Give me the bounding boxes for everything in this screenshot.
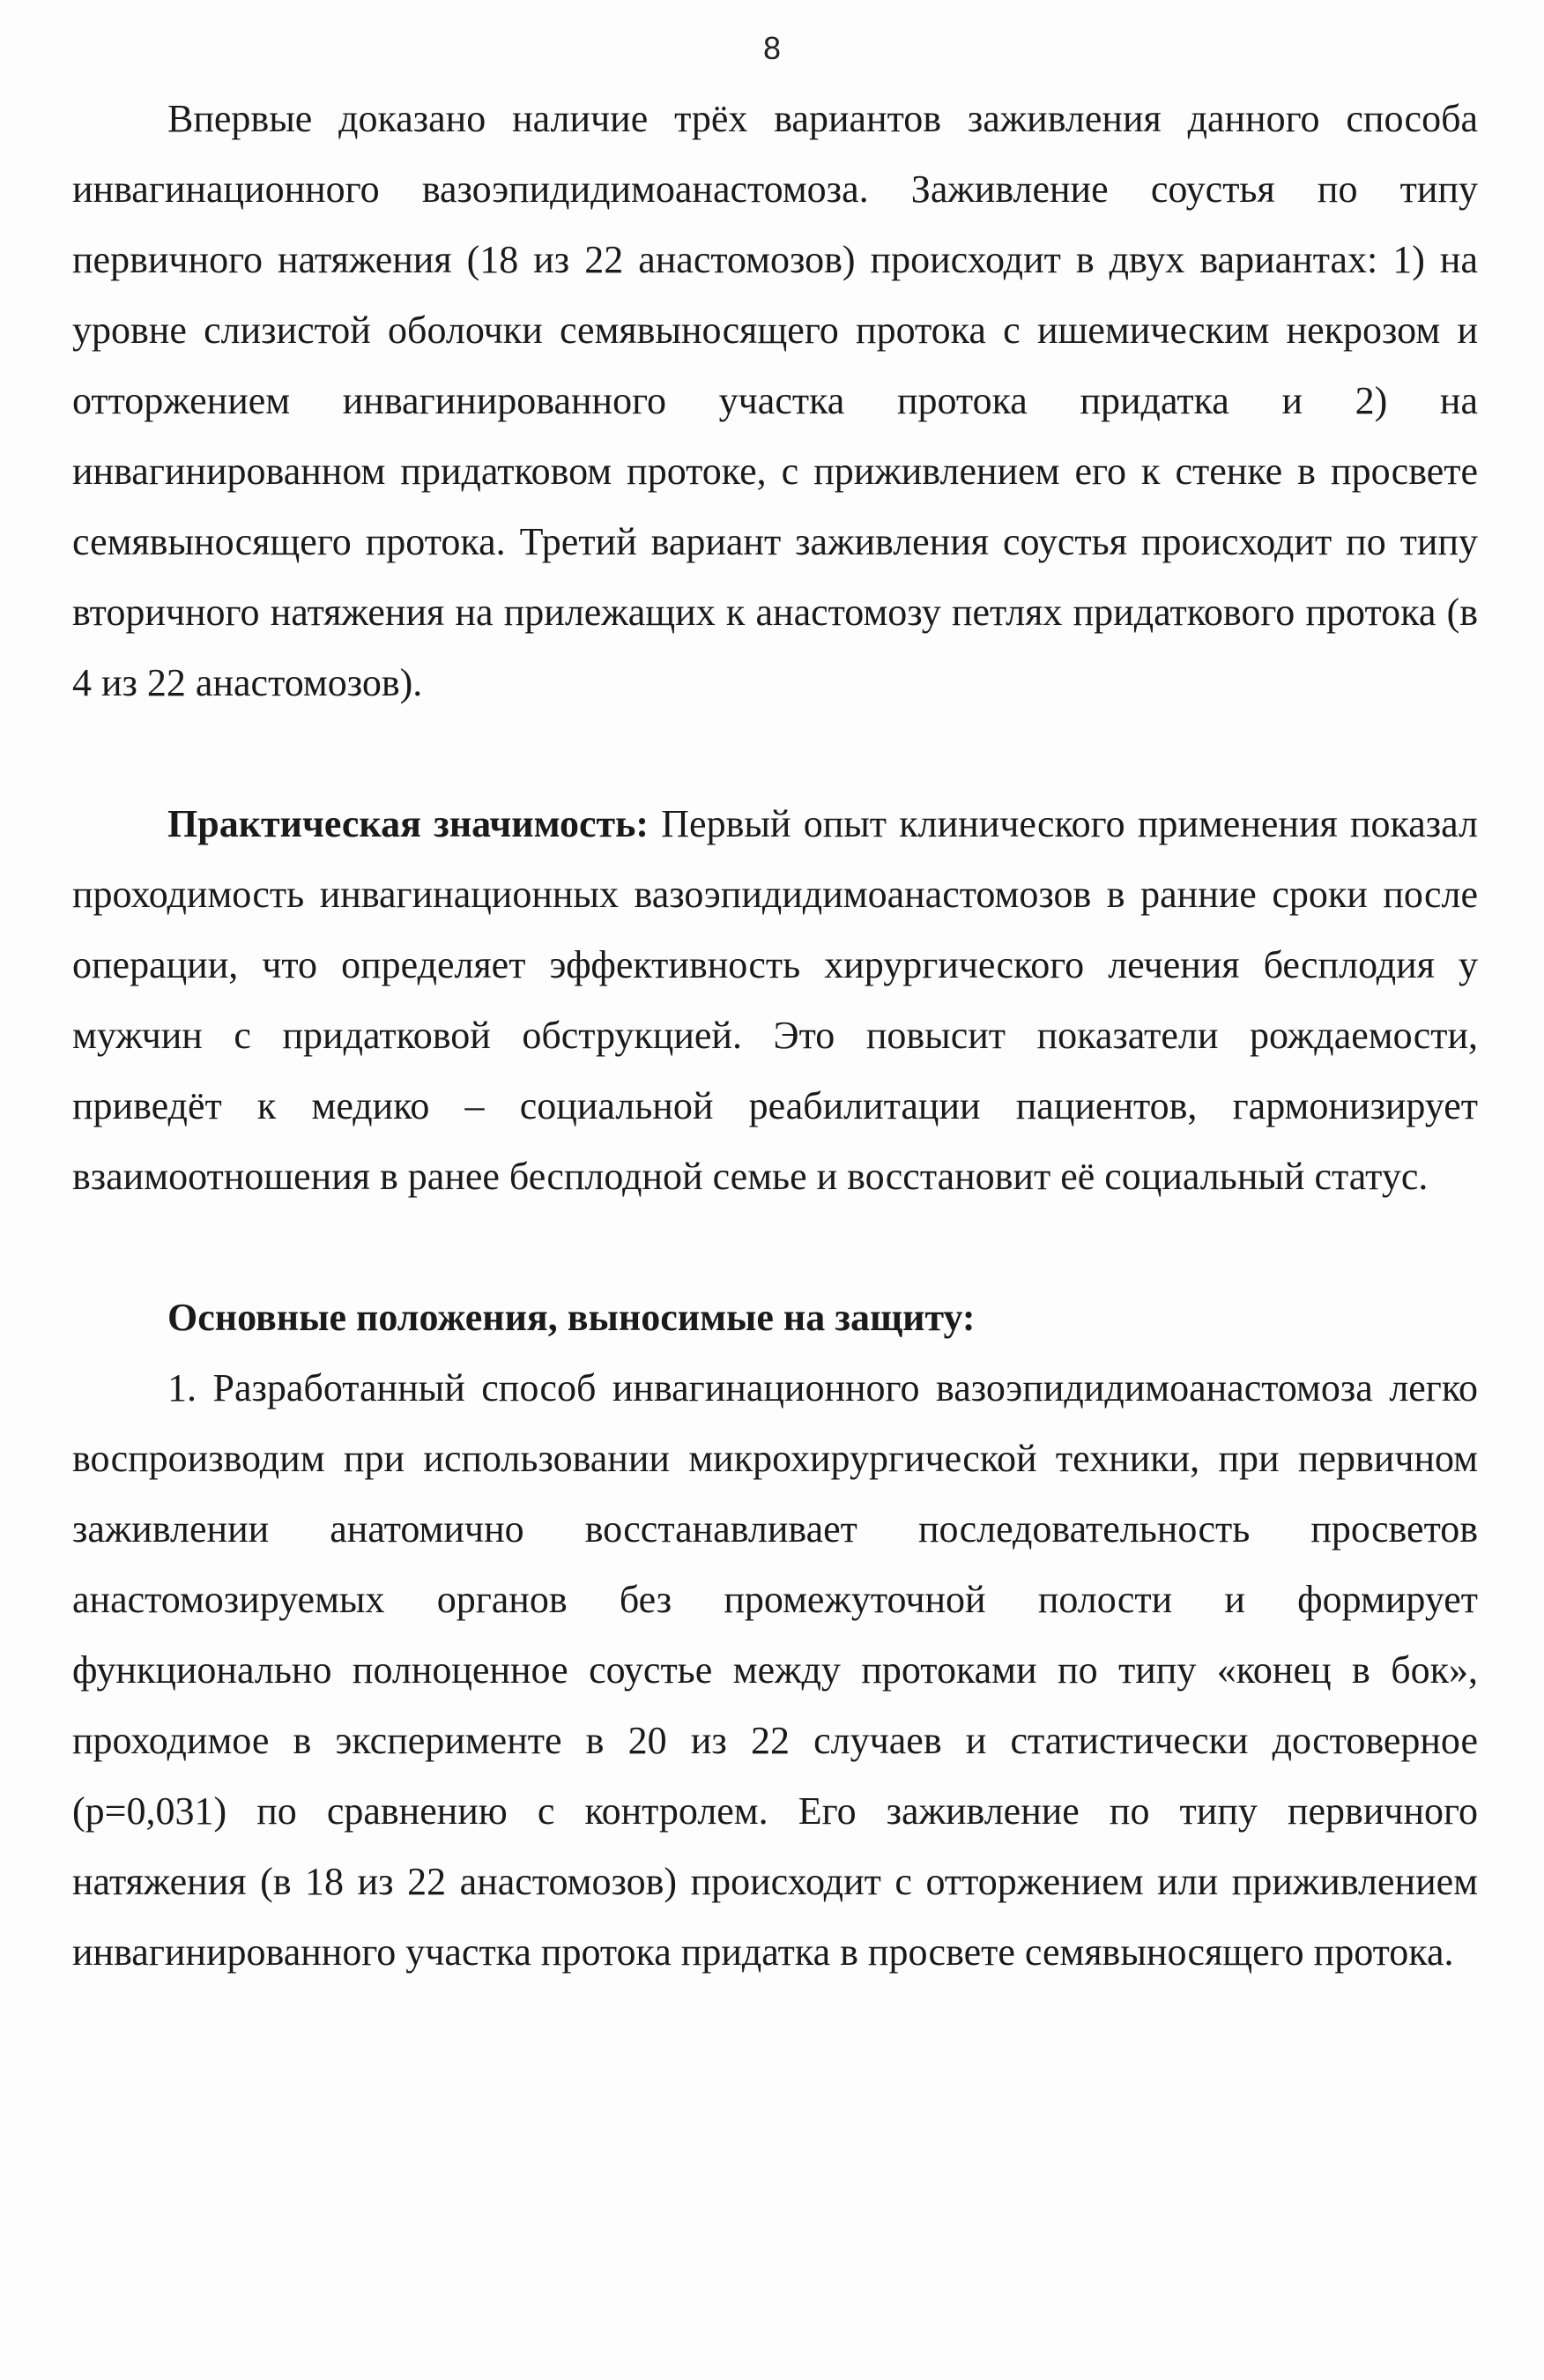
paragraph-gap (72, 718, 1478, 789)
practical-significance-text: Первый опыт клинического применения показал проходимость инвагинационных вазоэпидидимоанастомозов в ранние сроки после операции, что определяет эффективность хирургического лечения бесплодия у мужчин с придатковой обструкцией. Это повысит показатели рождаемости, приведёт к медико – социальной реабилитации пациентов, гармонизирует взаимоотношения в ранее бесплодной семье и восстановит её социальный статус. (72, 802, 1479, 1198)
practical-significance-heading: Практическая значимость: (167, 802, 650, 845)
page-content (72, 84, 1478, 1988)
paragraph-gap (72, 1212, 1478, 1283)
page-number: 8 (762, 30, 782, 66)
practical-significance-paragraph (72, 789, 1478, 1212)
defense-provisions-heading: Основные положения, выносимые на защиту: (167, 1296, 976, 1339)
novelty-paragraph: Впервые доказано наличие трёх вариантов заживления данного способа инвагинационного вазоэпидидимоанастомоза. Заживление соустья по типу первичного натяжения (18 из 22 анастомозов) происходит в двух вариантах: 1) на уровне слизистой оболочки семявыносящего протока с ишемическим некрозом и отторжением инвагинированного участка протока придатка и 2) на инвагинированном придатковом протоке, с приживлением его к стенке в просвете семявыносящего протока. Третий вариант заживления соустья происходит по типу вторичного натяжения на прилежащих к анастомозу петлях придаткового протока (в 4 из 22 анастомозов). (72, 97, 1478, 704)
defense-provision-item-1: 1. Разработанный способ инвагинационного вазоэпидидимоанастомоза легко воспроизводим при использовании микрохирургической техники, при первичном заживлении анатомично восстанавливает последовательность просветов анастомозируемых органов без промежуточной полости и формирует функционально полноценное соустье между протоками по типу «конец в бок», проходимое в эксперименте в 20 из 22 случаев и статистически достоверное (p=0,031) по сравнению с контролем. Его заживление по типу первичного натяжения (в 18 из 22 анастомозов) происходит с отторжением или приживлением инвагинированного участка протока придатка в просвете семявыносящего протока. (72, 1366, 1478, 1974)
